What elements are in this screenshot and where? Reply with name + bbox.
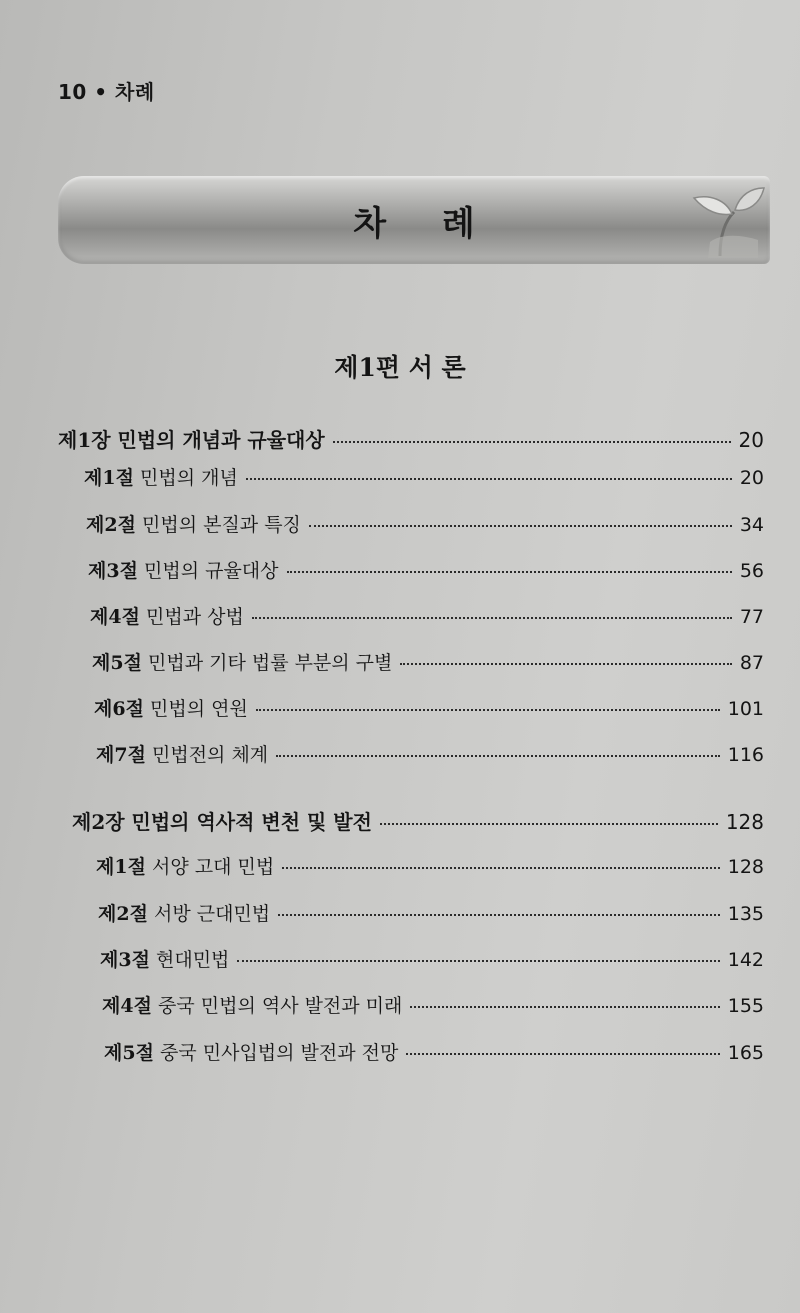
toc-section-row[interactable]	[96, 740, 764, 767]
toc-chapter-row[interactable]	[58, 424, 764, 453]
page-number: 128	[727, 856, 764, 878]
toc-section-row[interactable]	[96, 852, 764, 879]
page-number: 87	[739, 652, 764, 674]
page-number: 142	[727, 949, 764, 971]
leader-dots	[256, 709, 720, 711]
toc-section-row[interactable]	[84, 463, 764, 490]
chapter-label: 제2장 민법의 역사적 변천 및 발전	[72, 810, 372, 834]
section-label: 제4절 민법과 상법	[90, 606, 244, 628]
leader-dots	[287, 571, 732, 573]
part-title: 제1편 서 론	[334, 353, 466, 382]
section-label: 제5절 중국 민사입법의 발전과 전망	[104, 1042, 399, 1064]
page-number: 101	[727, 698, 764, 720]
page-number: 165	[727, 1042, 764, 1064]
section-label: 제2절 민법의 본질과 특징	[86, 514, 301, 536]
leader-dots	[237, 960, 719, 962]
leader-dots	[309, 525, 732, 527]
toc-section-row[interactable]	[94, 694, 764, 721]
toc-section-row[interactable]	[86, 510, 764, 537]
leader-dots	[333, 441, 731, 443]
section-label: 제4절 중국 민법의 역사 발전과 미래	[102, 995, 403, 1017]
toc-section-row[interactable]	[102, 991, 764, 1018]
page-number: 56	[739, 560, 764, 582]
section-label: 제3절 현대민법	[100, 949, 230, 971]
section-label: 제6절 민법의 연원	[94, 698, 248, 720]
toc-section-row[interactable]	[92, 648, 764, 675]
toc-section-row[interactable]	[90, 602, 764, 629]
chapter-label: 제1장 민법의 개념과 규율대상	[58, 428, 325, 452]
toc-section-row[interactable]	[88, 556, 764, 583]
page-number: 116	[727, 744, 764, 766]
toc-chapter-row[interactable]	[72, 806, 764, 835]
leader-dots	[276, 755, 720, 757]
leader-dots	[278, 914, 720, 916]
page-number: 128	[725, 810, 764, 834]
toc-section-row[interactable]	[98, 899, 764, 926]
section-label: 제1절 서양 고대 민법	[96, 856, 275, 878]
page-number: 77	[739, 606, 764, 628]
leader-dots	[410, 1006, 719, 1008]
section-label: 제3절 민법의 규율대상	[88, 560, 279, 582]
page-number: 135	[727, 903, 764, 925]
toc-title: 차 례	[353, 204, 497, 244]
leader-dots	[400, 663, 731, 665]
sprout-leaf-icon	[680, 182, 766, 260]
toc-section-row[interactable]	[104, 1038, 764, 1065]
leader-dots	[252, 617, 732, 619]
toc-section-row[interactable]	[100, 945, 764, 972]
section-label: 제1절 민법의 개념	[84, 467, 238, 489]
title-banner	[58, 176, 770, 264]
page-number: 155	[727, 995, 764, 1017]
leader-dots	[282, 867, 720, 869]
leader-dots	[246, 478, 732, 480]
section-label: 제7절 민법전의 체계	[96, 744, 269, 766]
section-label: 제5절 민법과 기타 법률 부분의 구별	[92, 652, 393, 674]
page-number: 20	[738, 428, 764, 452]
leader-dots	[380, 823, 718, 825]
page-header: 10 • 차례	[58, 80, 155, 104]
page-number: 34	[739, 514, 764, 536]
page-number: 20	[739, 467, 764, 489]
leader-dots	[406, 1053, 719, 1055]
section-label: 제2절 서방 근대민법	[98, 903, 271, 925]
